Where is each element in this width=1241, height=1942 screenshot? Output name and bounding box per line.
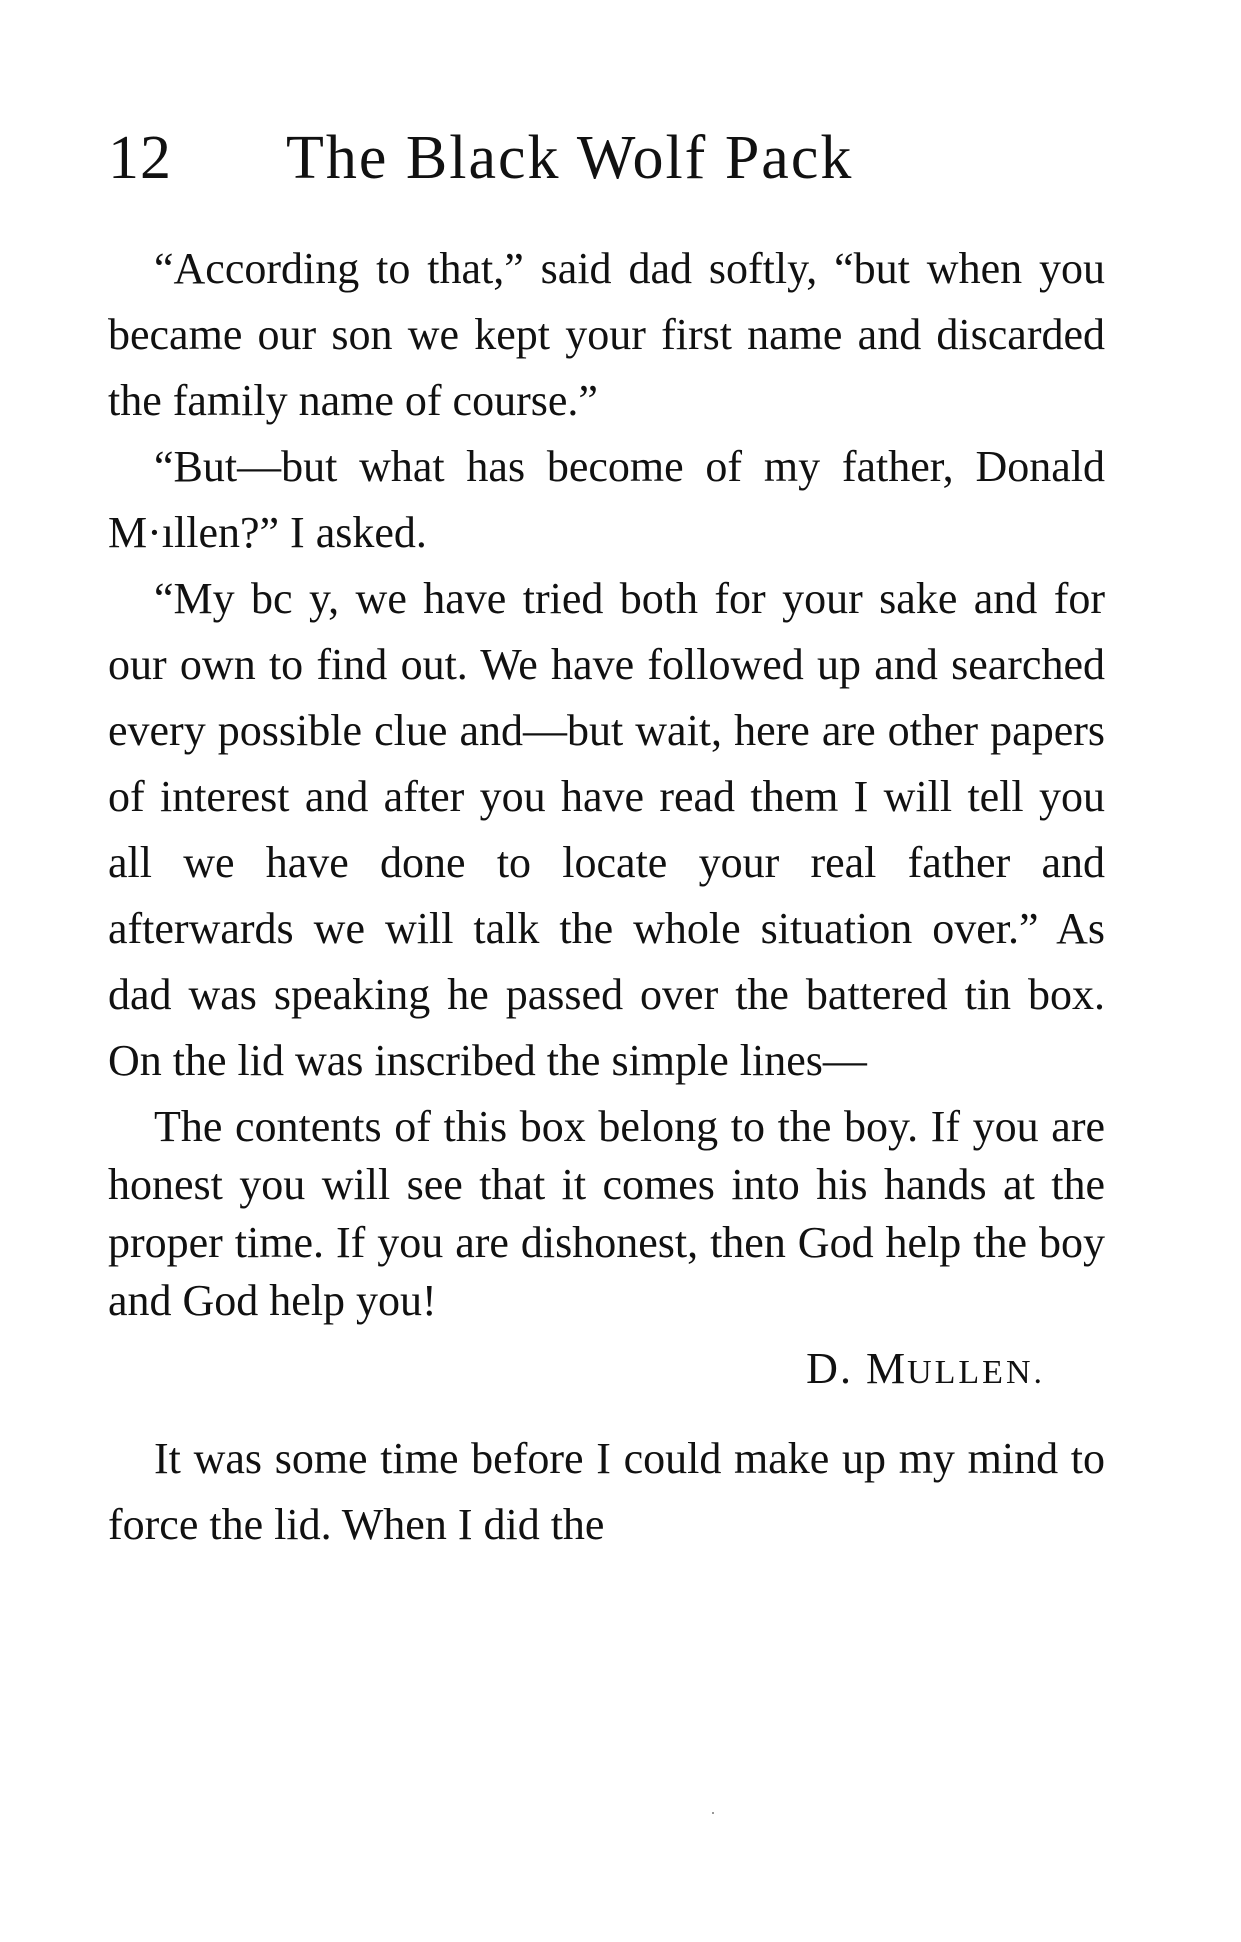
paragraph: “According to that,” said dad softly, “but when you became our son we kept your first name and discarded the family name of course.” [108, 244, 1105, 425]
paragraph: “But—but what has become of my father, Donald M·ıllen?” I asked. [108, 442, 1105, 557]
signature-initial: D. M [806, 1344, 908, 1393]
book-title: The Black Wolf Pack [286, 124, 854, 192]
page-number: 12 [108, 124, 172, 192]
signature-small-caps: ULLEN. [907, 1354, 1045, 1391]
letter-signature [108, 1334, 1045, 1408]
body-text [108, 236, 1105, 1558]
inscribed-letter: The contents of this box belong to the boy. If you are honest you will see that it comes into his hands at the proper time. If you are dishonest, then God help the boy and God help you! [108, 1102, 1105, 1325]
running-head [108, 118, 1008, 198]
paragraph: “My bc y, we have tried both for your sake and for our own to find out. We have followed up and searched every possible clue and—but wait, here are other papers of interest and after you have read them I will tell you all we have done to locate your real father and afterwards we will talk the whole situation over.” As dad was speaking he passed over the battered tin box. On the lid was inscribed the simple lines— [108, 574, 1105, 1085]
closing-paragraph: It was some time before I could make up my mind to force the lid. When I did the [108, 1434, 1105, 1549]
print-speck [712, 1812, 714, 1814]
